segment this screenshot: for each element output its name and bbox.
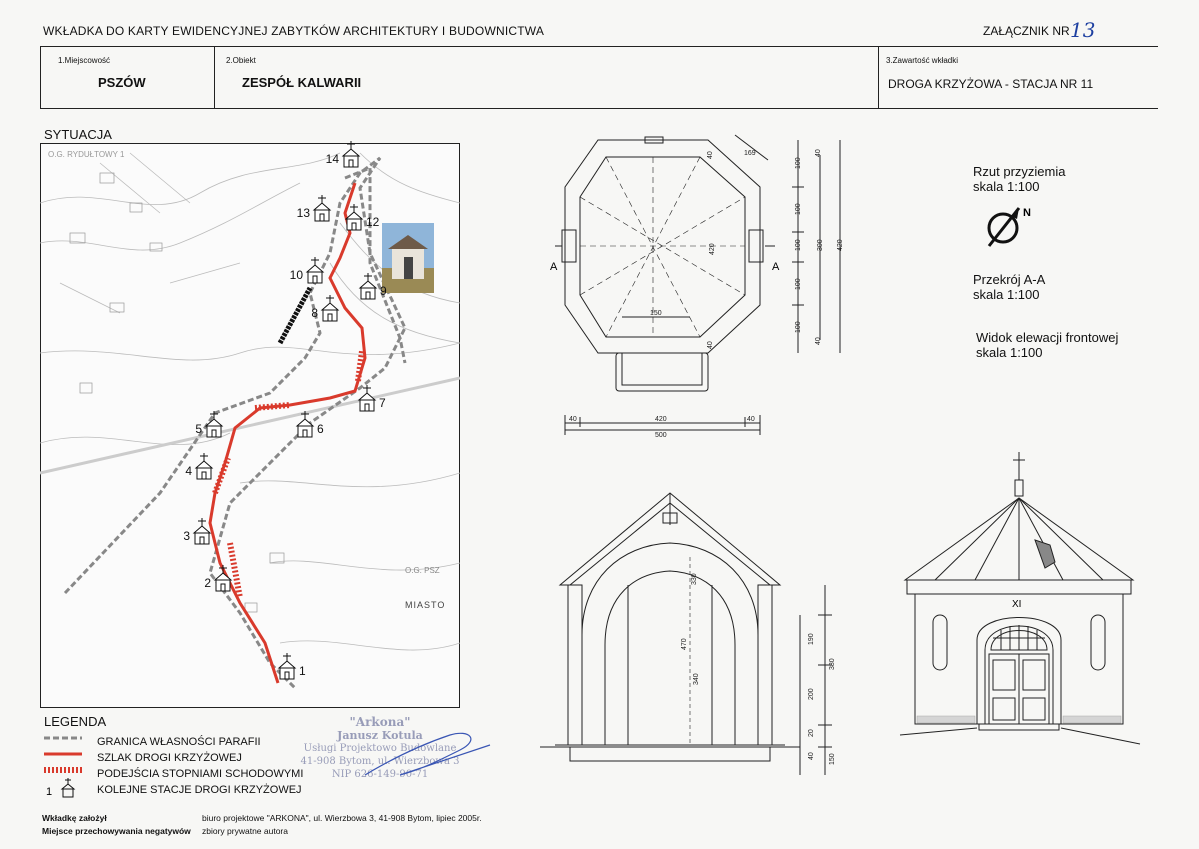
plan-title: Rzut przyziemia (973, 164, 1066, 179)
svg-text:40: 40 (569, 416, 577, 423)
svg-text:190: 190 (808, 633, 815, 645)
station-number: 2 (204, 576, 211, 590)
footer-storage: zbiory prywatne autora (202, 826, 288, 836)
map-station-1 (277, 652, 306, 687)
section-scale: skala 1:100 (973, 287, 1040, 302)
document-title: WKŁADKA DO KARTY EWIDENCYJNEJ ZABYTKÓW ARCHITEKTURY I BUDOWNICTWA (43, 24, 545, 38)
map-station-5 (195, 410, 224, 445)
svg-text:100: 100 (795, 278, 802, 290)
station-number: 12 (366, 215, 380, 229)
footer-made-by: Wkładkę założył (42, 813, 107, 823)
svg-text:O.G. RYDUŁTOWY 1: O.G. RYDUŁTOWY 1 (48, 150, 125, 159)
svg-text:169: 169 (744, 150, 756, 157)
company-stamp: "Arkona" Janusz Kotula Usługi Projektowo Budowlane 41-908 Bytom, ul. Wierzbowa 3 NIP 626-149-90-71 (300, 715, 460, 780)
svg-text:420: 420 (655, 416, 667, 423)
fields-rule (40, 108, 1158, 109)
svg-text:200: 200 (808, 688, 815, 700)
annex-label: ZAŁĄCZNIK NR (983, 24, 1070, 38)
chapel-icon (213, 564, 233, 594)
map-station-9 (358, 272, 387, 307)
svg-text:N: N (1023, 207, 1031, 219)
map-station-2 (204, 564, 233, 599)
chapel-icon (357, 384, 377, 414)
front-elevation-drawing (895, 450, 1145, 760)
legend-icon-number: 1 (46, 786, 53, 798)
map-station-14 (325, 140, 361, 175)
station-number: 7 (379, 396, 386, 410)
svg-text:300: 300 (817, 239, 824, 251)
svg-text:100: 100 (795, 203, 802, 215)
svg-text:100: 100 (795, 239, 802, 251)
north-arrow-icon (983, 202, 1043, 252)
svg-text:40: 40 (815, 149, 822, 157)
station-number: 8 (311, 306, 318, 320)
locality-value: PSZÓW (98, 75, 146, 90)
legend-item-stations: KOLEJNE STACJE DROGI KRZYŻOWEJ (97, 784, 302, 796)
annex-number: 13 (1070, 18, 1096, 42)
map-station-3 (183, 517, 212, 552)
chapel-icon (295, 410, 315, 440)
map-station-10 (289, 256, 325, 291)
map-label-og: O.G. PSZ (405, 566, 440, 575)
station-number: 13 (296, 206, 310, 220)
station-number: 14 (325, 152, 339, 166)
chapel-icon (194, 452, 214, 482)
chapel-icon (312, 194, 332, 224)
elevation-title: Widok elewacji frontowej (976, 330, 1119, 345)
svg-text:500: 500 (655, 432, 667, 439)
map-station-13 (296, 194, 332, 229)
legend-item-route: SZLAK DROGI KRZYŻOWEJ (97, 752, 242, 764)
footer-office: biuro projektowe "ARKONA", ul. Wierzbowa 3, 41-908 Bytom, lipiec 2005r. (202, 813, 482, 823)
chapel-icon (320, 294, 340, 324)
legend-title: LEGENDA (44, 714, 107, 729)
chapel-icon (358, 272, 378, 302)
svg-text:A: A (550, 261, 558, 273)
svg-text:20: 20 (808, 729, 815, 737)
situation-map (40, 143, 460, 708)
svg-text:40: 40 (747, 416, 755, 423)
svg-text:150: 150 (829, 753, 836, 765)
svg-text:420: 420 (837, 239, 844, 251)
map-station-12 (344, 203, 380, 238)
legend-item-boundary: GRANICA WŁASNOŚCI PARAFII (97, 736, 261, 748)
svg-text:420: 420 (709, 243, 716, 255)
svg-text:40: 40 (707, 151, 714, 159)
map-station-6 (295, 410, 324, 445)
svg-text:470: 470 (681, 638, 688, 650)
floor-plan-drawing (540, 125, 870, 445)
station-number: 1 (299, 664, 306, 678)
svg-text:100: 100 (795, 321, 802, 333)
svg-text:40: 40 (707, 341, 714, 349)
station-number: 9 (380, 284, 387, 298)
station-number: 3 (183, 529, 190, 543)
map-station-8 (311, 294, 340, 329)
map-station-7 (357, 384, 386, 419)
svg-text:A: A (772, 261, 780, 273)
station-number: 6 (317, 422, 324, 436)
svg-text:40: 40 (815, 337, 822, 345)
content-label: 3.Zawartość wkładki (886, 56, 959, 65)
elevation-scale: skala 1:100 (976, 345, 1043, 360)
chapel-icon (204, 410, 224, 440)
svg-text:40: 40 (808, 752, 815, 760)
svg-text:380: 380 (829, 658, 836, 670)
footer-negatives: Miejsce przechowywania negatywów (42, 826, 191, 836)
chapel-icon (341, 140, 361, 170)
map-station-4 (185, 452, 214, 487)
chapel-icon (305, 256, 325, 286)
legend-item-stairs: PODEJŚCIA STOPNIAMI SCHODOWYMI (97, 768, 304, 780)
station-number: 10 (289, 268, 303, 282)
section-title: Przekrój A-A (973, 272, 1046, 287)
chapel-icon (277, 652, 297, 682)
svg-text:340: 340 (693, 673, 700, 685)
chapel-icon (344, 203, 364, 233)
map-title: SYTUACJA (44, 127, 112, 142)
station-roman-number: XI (1012, 599, 1022, 610)
content-value: DROGA KRZYŻOWA - STACJA NR 11 (888, 77, 1094, 91)
svg-text:150: 150 (650, 310, 662, 317)
chapel-icon (192, 517, 212, 547)
station-number: 4 (185, 464, 192, 478)
svg-text:100: 100 (795, 157, 802, 169)
map-label-miasto: MIASTO (405, 600, 446, 610)
signature (360, 725, 500, 785)
plan-scale: skala 1:100 (973, 179, 1040, 194)
section-drawing (530, 485, 860, 785)
chapel-photo (382, 223, 434, 293)
legend-station-icon (62, 778, 74, 797)
svg-text:330: 330 (691, 573, 698, 585)
locality-label: 1.Miejscowość (58, 56, 111, 65)
station-number: 5 (195, 422, 202, 436)
header-rule (40, 46, 1158, 47)
object-label: 2.Obiekt (226, 56, 256, 65)
object-value: ZESPÓŁ KALWARII (242, 75, 362, 90)
